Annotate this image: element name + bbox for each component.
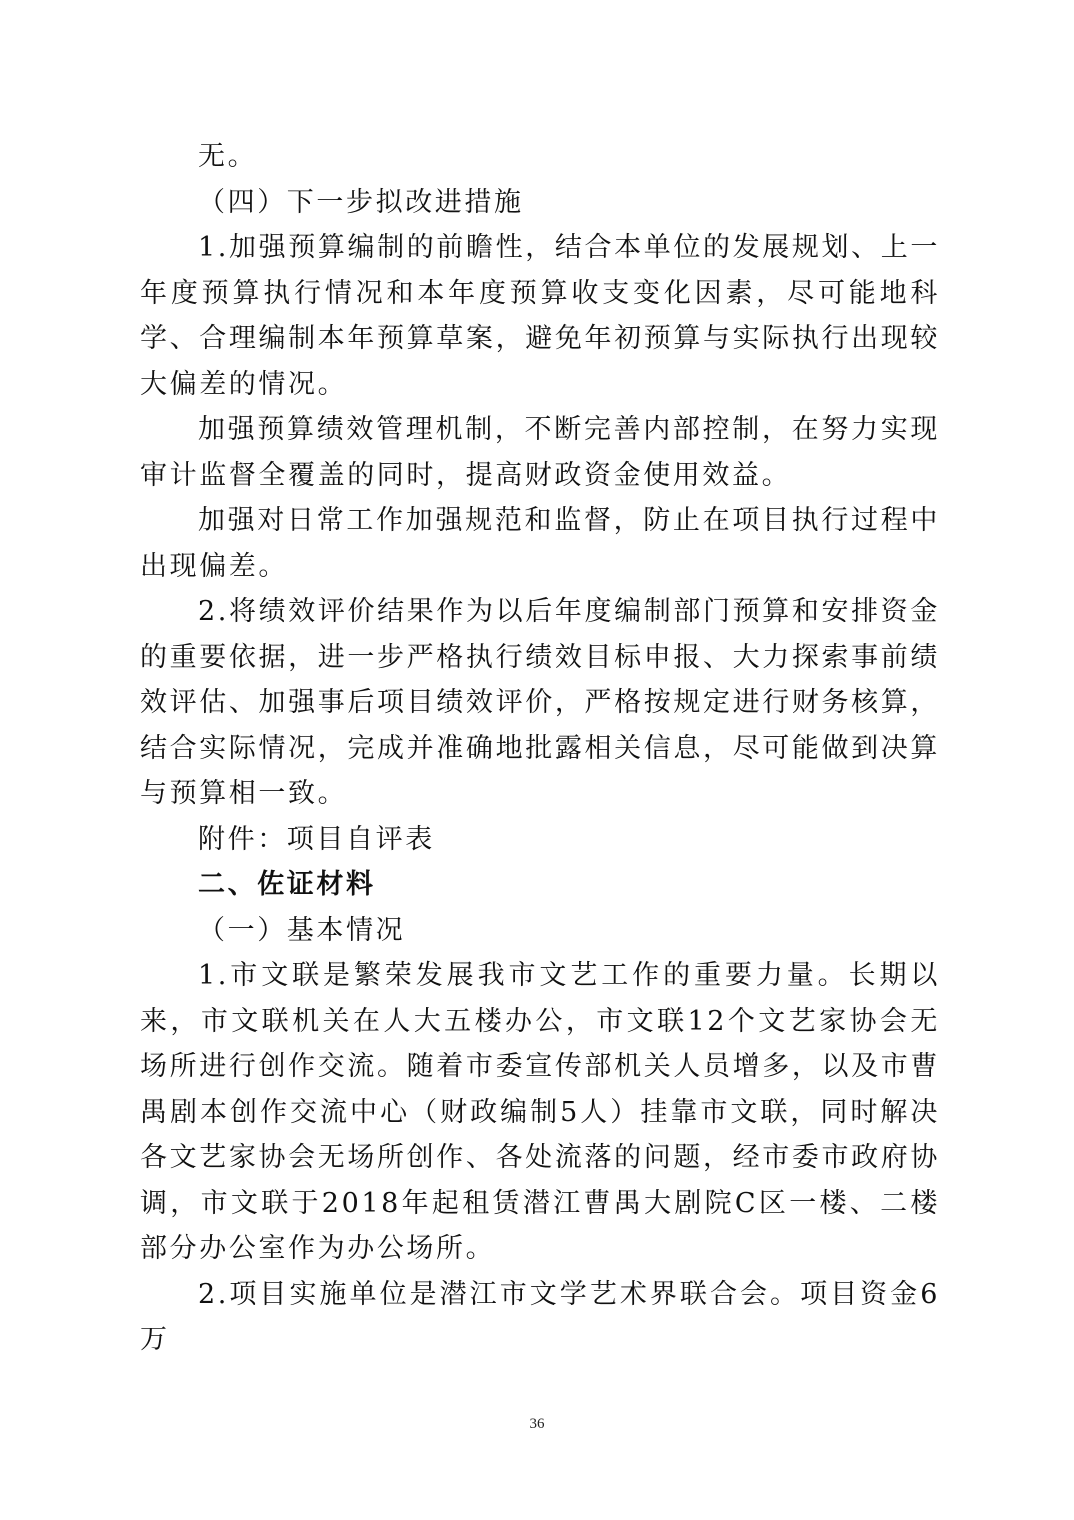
paragraph-federation-background: 1.市文联是繁荣发展我市文艺工作的重要力量。长期以来，市文联机关在人大五楼办公，市文联12个文艺家协会无场所进行创作交流。随着市委宣传部机关人员增多，以及市曹禺剧本创作交流中心（财政编制5人）挂靠市文联，同时解决各文艺家协会无场所创作、各处流落的问题，经市委市政府协调，市文联于2018年起租赁潜江曹禺大剧院C区一楼、二楼部分办公室作为办公场所。 <box>140 960 940 1264</box>
subsection-heading-basic-situation: （一）基本情况 <box>198 914 406 946</box>
paragraph-implementing-unit: 2.项目实施单位是潜江市文学艺术界联合会。项目资金6万 <box>140 1278 940 1355</box>
section-heading-improvement-measures: （四）下一步拟改进措施 <box>198 186 524 218</box>
paragraph-daily-supervision: 加强对日常工作加强规范和监督，防止在项目执行过程中出现偏差。 <box>140 505 940 582</box>
document-body <box>140 134 940 1363</box>
attachment-line: 附件：项目自评表 <box>198 823 435 855</box>
paragraph-evaluation-results: 2.将绩效评价结果作为以后年度编制部门预算和安排资金的重要依据，进一步严格执行绩效目标申报、大力探索事前绩效评估、加强事后项目绩效评价，严格按规定进行财务核算，结合实际情况，完成并准确地批露相关信息，尽可能做到决算与预算相一致。 <box>140 596 940 809</box>
page-number: 36 <box>529 1416 545 1432</box>
paragraph-none: 无。 <box>198 141 258 172</box>
section-heading-supporting-materials: 二、佐证材料 <box>198 869 376 900</box>
paragraph-performance-management: 加强预算绩效管理机制，不断完善内部控制，在努力实现审计监督全覆盖的同时，提高财政资金使用效益。 <box>140 414 940 491</box>
paragraph-budget-foresight: 1.加强预算编制的前瞻性，结合本单位的发展规划、上一年度预算执行情况和本年度预算收支变化因素，尽可能地科学、合理编制本年预算草案，避免年初预算与实际执行出现较大偏差的情况。 <box>140 232 940 400</box>
